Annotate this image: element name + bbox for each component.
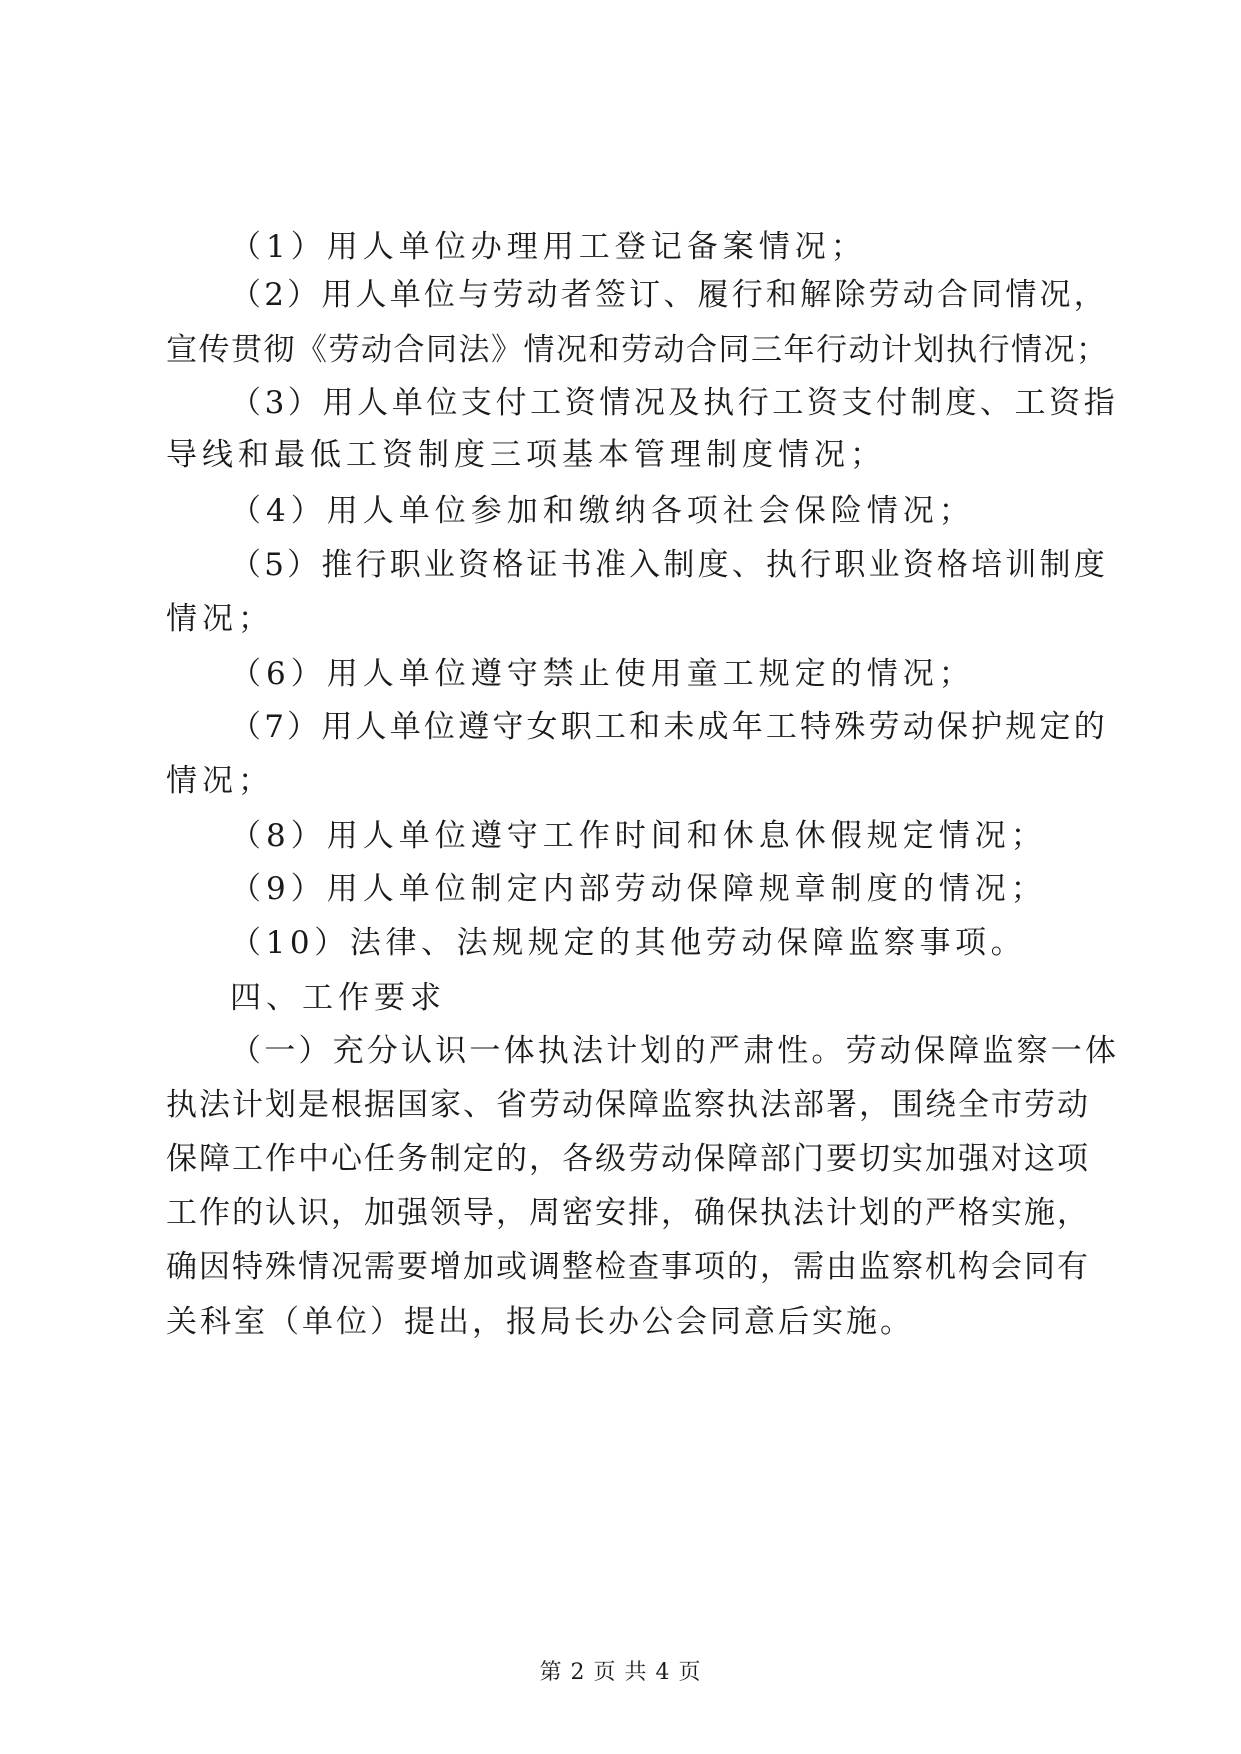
text-line: 执法计划是根据国家、省劳动保障监察执法部署，围绕全市劳动 <box>166 1087 1090 1123</box>
text-line: （9）用人单位制定内部劳动保障规章制度的情况； <box>230 871 1047 907</box>
text-line: 确因特殊情况需要增加或调整检查事项的，需由监察机构会同有 <box>166 1249 1090 1285</box>
text-line: （3）用人单位支付工资情况及执行工资支付制度、工资指 <box>230 385 1119 421</box>
text-line: （7）用人单位遵守女职工和未成年工特殊劳动保护规定的 <box>230 709 1108 745</box>
text-line: （4）用人单位参加和缴纳各项社会保险情况； <box>230 493 975 529</box>
page-number-footer: 第 2 页 共 4 页 <box>539 1660 702 1685</box>
text-line: 情况； <box>166 601 274 637</box>
text-line: （10）法律、法规规定的其他劳动保障监察事项。 <box>230 925 1027 961</box>
text-line: （一）充分认识一体执法计划的严肃性。劳动保障监察一体 <box>230 1033 1120 1069</box>
text-line: 关科室（单位）提出，报局长办公会同意后实施。 <box>166 1304 914 1340</box>
text-line: 情况； <box>166 763 274 799</box>
text-line: （8）用人单位遵守工作时间和休息休假规定情况； <box>230 818 1047 854</box>
text-line: （1）用人单位办理用工登记备案情况； <box>230 229 867 265</box>
text-line: 宣传贯彻《劳动合同法》情况和劳动合同三年行动计划执行情况； <box>166 332 1109 368</box>
text-line: 保障工作中心任务制定的，各级劳动保障部门要切实加强对这项 <box>166 1141 1090 1177</box>
text-line: 工作的认识，加强领导，周密安排，确保执法计划的严格实施， <box>166 1195 1090 1231</box>
text-line: 导线和最低工资制度三项基本管理制度情况； <box>166 437 886 473</box>
section-heading: 四、工作要求 <box>230 980 446 1016</box>
text-line: （2）用人单位与劳动者签订、履行和解除劳动合同情况， <box>230 277 1108 313</box>
text-line: （6）用人单位遵守禁止使用童工规定的情况； <box>230 656 975 692</box>
text-line: （5）推行职业资格证书准入制度、执行职业资格培训制度 <box>230 547 1108 583</box>
